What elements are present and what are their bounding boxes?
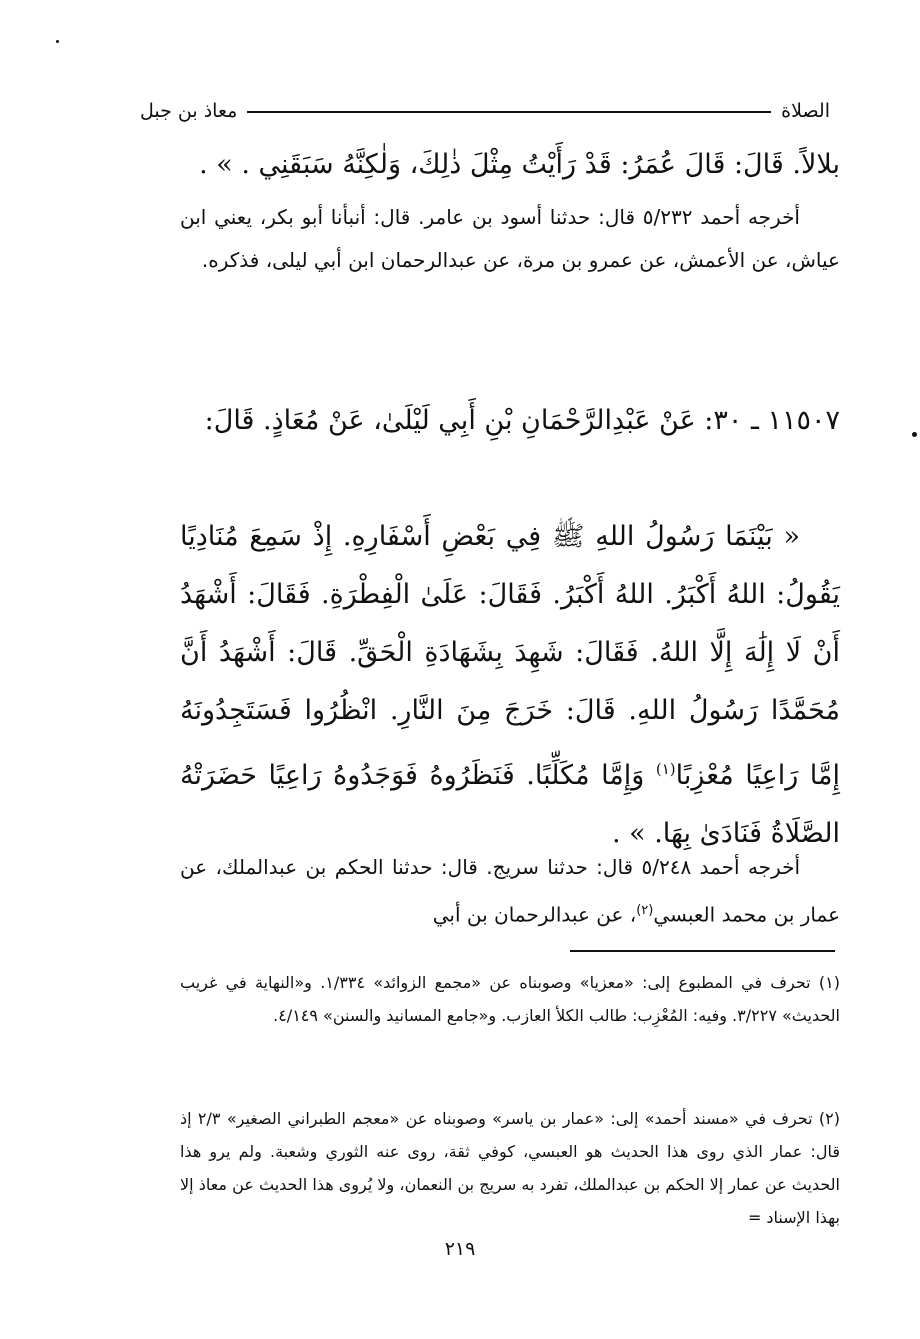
running-header: [140, 88, 830, 122]
header-narrator: معاذ بن جبل: [140, 100, 238, 122]
scan-speck: [56, 40, 59, 43]
footnote-1: [180, 966, 840, 1032]
takhrij-text-2a: أخرجه أحمد ٥/٢٤٨ قال: حدثنا سريج. قال: حدثنا الحكم بن عبدالملك، عن عمار بن محمد العبسي: [180, 855, 840, 927]
page-number: ٢١٩: [444, 1238, 476, 1260]
hadith-body-text: « بَيْنَمَا رَسُولُ اللهِ ﷺ فِي بَعْضِ أَسْفَارِهِ. إِذْ سَمِعَ مُنَادِيًا يَقُولُ: اللهُ أَكْبَرُ. اللهُ أَكْبَرُ. فَقَالَ: عَلَىٰ الْفِطْرَةِ. فَقَالَ: أَشْهَدُ أَنْ لَا إِلَٰهَ إِلَّا اللهُ. فَقَالَ: شَهِدَ بِشَهَادَةِ الْحَقِّ. قَالَ: أَشْهَدُ أَنَّ مُحَمَّدًا رَسُولُ اللهِ. قَالَ: خَرَجَ مِنَ النَّارِ. انْظُرُوا فَسَتَجِدُونَهُ إِمَّا رَاعِيًا مُعْزِبًا: [180, 521, 840, 791]
takhrij-paragraph: [180, 196, 840, 282]
takhrij-paragraph-2: [180, 846, 840, 937]
hadith-heading-text: ١١٥٠٧ ـ ٣٠: عَنْ عَبْدِالرَّحْمَانِ بْنِ أَبِي لَيْلَىٰ، عَنْ مُعَاذٍ. قَالَ:: [204, 405, 840, 436]
footnote-2: [180, 1102, 840, 1234]
header-section-title: الصلاة: [781, 100, 830, 122]
header-rule: [247, 111, 771, 113]
hadith-body-text-continued: وَإِمَّا مُكَلِّبًا. فَنَظَرُوهُ فَوَجَدُوهُ رَاعِيًا حَضَرَتْهُ الصَّلَاةُ فَنَادَىٰ بِهَا. » .: [180, 760, 840, 849]
footnote-marker: (١): [655, 760, 676, 778]
footnote-text: (١) تحرف في المطبوع إلى: «معزيا» وصوبناه عن «مجمع الزوائد» ١/٣٣٤. و«النهاية في غريب الحديث» ٣/٢٢٧. وفيه: المُعْزِب: طالب الكلأ العازب. و«جامع المسانيد والسنن» ٤/١٤٩.: [180, 973, 840, 1025]
takhrij-text: أخرجه أحمد ٥/٢٣٢ قال: حدثنا أسود بن عامر. قال: أنبأنا أبو بكر، يعني ابن عياش، عن الأعمش، عن عمرو بن مرة، عن عبدالرحمان ابن أبي ليلى، فذكره.: [180, 205, 840, 272]
footnote-text: (٢) تحرف في «مسند أحمد» إلى: «عمار بن ياسر» وصوبناه عن «معجم الطبراني الصغير» ٢/٣ إذ قال: عمار الذي روى هذا الحديث هو العبسي، كوفي ثقة، روى عنه الثوري وشعبة. ولم يرو هذا الحديث عن عمار إلا الحكم بن عبدالملك، تفرد به سريج بن النعمان، ولا يُروى هذا الحديث عن معاذ إلا بهذا الإسناد =: [180, 1109, 841, 1227]
hadith-continuation-text: بلالاً. قَالَ: قَالَ عُمَرُ: قَدْ رَأَيْتُ مِثْلَ ذٰلِكَ، وَلٰكِنَّهُ سَبَقَنِي . » .: [199, 149, 840, 180]
hadith-continuation: [180, 136, 840, 194]
footnote-marker: (٢): [636, 903, 654, 918]
hadith-body: [180, 508, 840, 863]
takhrij-text-2b: ، عن عبدالرحمان بن أبي: [432, 902, 637, 927]
footnote-separator: [570, 950, 835, 952]
scan-speck: [912, 432, 917, 437]
hadith-heading: [180, 392, 840, 450]
